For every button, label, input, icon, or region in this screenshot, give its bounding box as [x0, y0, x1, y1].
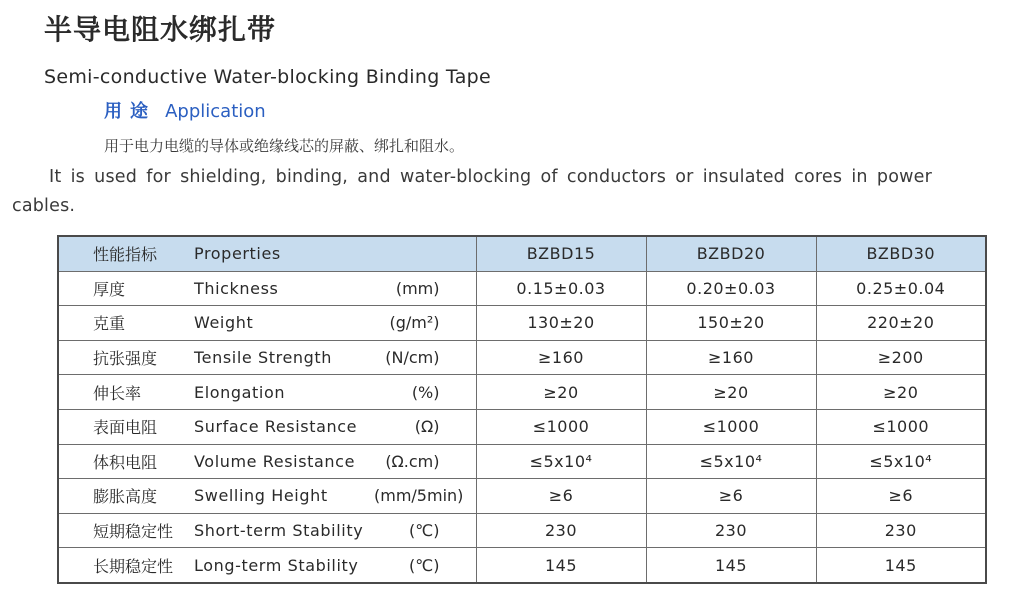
- properties-table: [57, 235, 987, 584]
- table-row-swelling-height: [58, 479, 986, 514]
- value-bzbd15: ≤5x10⁴: [476, 444, 646, 479]
- table-header-row: [58, 236, 986, 271]
- application-heading-cn: 用途: [104, 101, 156, 122]
- property-unit: (mm/5min): [374, 479, 476, 514]
- property-unit: (Ω): [374, 409, 476, 444]
- property-unit: (℃): [374, 513, 476, 548]
- property-name-cn: 表面电阻: [58, 409, 182, 444]
- value-bzbd15: ≥160: [476, 340, 646, 375]
- value-bzbd20: 230: [646, 513, 816, 548]
- value-bzbd15: 0.15±0.03: [476, 271, 646, 306]
- property-unit: (%): [374, 375, 476, 410]
- value-bzbd30: ≤5x10⁴: [816, 444, 986, 479]
- table-row-tensile-strength: [58, 340, 986, 375]
- table-row-elongation: [58, 375, 986, 410]
- header-model-bzbd20: BZBD20: [646, 236, 816, 271]
- property-name-en: Volume Resistance: [182, 444, 374, 479]
- value-bzbd20: ≥160: [646, 340, 816, 375]
- value-bzbd30: ≥6: [816, 479, 986, 514]
- value-bzbd15: 130±20: [476, 306, 646, 341]
- page-title-cn: 半导电阻水绑扎带: [44, 13, 277, 46]
- table-row-surface-resistance: [58, 409, 986, 444]
- application-heading: [104, 99, 266, 125]
- value-bzbd15: ≥20: [476, 375, 646, 410]
- value-bzbd20: 150±20: [646, 306, 816, 341]
- property-name-en: Elongation: [182, 375, 374, 410]
- value-bzbd20: ≥20: [646, 375, 816, 410]
- application-description-en: It is used for shielding, binding, and water-blocking of conductors or insulated cores in power cables.: [12, 167, 932, 216]
- header-model-bzbd15: BZBD15: [476, 236, 646, 271]
- property-name-cn: 膨胀高度: [58, 479, 182, 514]
- property-name-cn: 体积电阻: [58, 444, 182, 479]
- value-bzbd15: ≥6: [476, 479, 646, 514]
- property-unit: (N/cm): [374, 340, 476, 375]
- page-title-en: Semi-conductive Water-blocking Binding Tape: [44, 66, 491, 88]
- header-properties-en: Properties: [182, 236, 374, 271]
- value-bzbd20: 145: [646, 548, 816, 583]
- property-name-en: Weight: [182, 306, 374, 341]
- property-name-en: Short-term Stability: [182, 513, 374, 548]
- value-bzbd30: 230: [816, 513, 986, 548]
- property-name-en: Swelling Height: [182, 479, 374, 514]
- table-row-weight: [58, 306, 986, 341]
- property-name-en: Surface Resistance: [182, 409, 374, 444]
- application-description-cn: 用于电力电缆的导体或绝缘线芯的屏蔽、绑扎和阻水。: [104, 137, 465, 155]
- header-unit-blank: [374, 236, 476, 271]
- value-bzbd20: 0.20±0.03: [646, 271, 816, 306]
- value-bzbd15: 145: [476, 548, 646, 583]
- value-bzbd15: ≤1000: [476, 409, 646, 444]
- value-bzbd30: ≥20: [816, 375, 986, 410]
- table-row-short-term-stability: [58, 513, 986, 548]
- table-row-thickness: [58, 271, 986, 306]
- property-name-cn: 克重: [58, 306, 182, 341]
- value-bzbd15: 230: [476, 513, 646, 548]
- property-name-cn: 厚度: [58, 271, 182, 306]
- value-bzbd30: ≥200: [816, 340, 986, 375]
- property-name-cn: 伸长率: [58, 375, 182, 410]
- value-bzbd30: ≤1000: [816, 409, 986, 444]
- property-name-cn: 抗张强度: [58, 340, 182, 375]
- value-bzbd30: 220±20: [816, 306, 986, 341]
- property-name-en: Thickness: [182, 271, 374, 306]
- property-unit: (mm): [374, 271, 476, 306]
- header-model-bzbd30: BZBD30: [816, 236, 986, 271]
- value-bzbd20: ≤1000: [646, 409, 816, 444]
- value-bzbd30: 145: [816, 548, 986, 583]
- header-properties-cn: 性能指标: [58, 236, 182, 271]
- property-unit: (g/m²): [374, 306, 476, 341]
- property-name-cn: 长期稳定性: [58, 548, 182, 583]
- value-bzbd20: ≥6: [646, 479, 816, 514]
- property-name-en: Tensile Strength: [182, 340, 374, 375]
- property-name-en: Long-term Stability: [182, 548, 374, 583]
- application-heading-en: Application: [165, 101, 266, 122]
- value-bzbd20: ≤5x10⁴: [646, 444, 816, 479]
- value-bzbd30: 0.25±0.04: [816, 271, 986, 306]
- property-unit: (℃): [374, 548, 476, 583]
- property-name-cn: 短期稳定性: [58, 513, 182, 548]
- table-row-long-term-stability: [58, 548, 986, 583]
- property-unit: (Ω.cm): [374, 444, 476, 479]
- table-row-volume-resistance: [58, 444, 986, 479]
